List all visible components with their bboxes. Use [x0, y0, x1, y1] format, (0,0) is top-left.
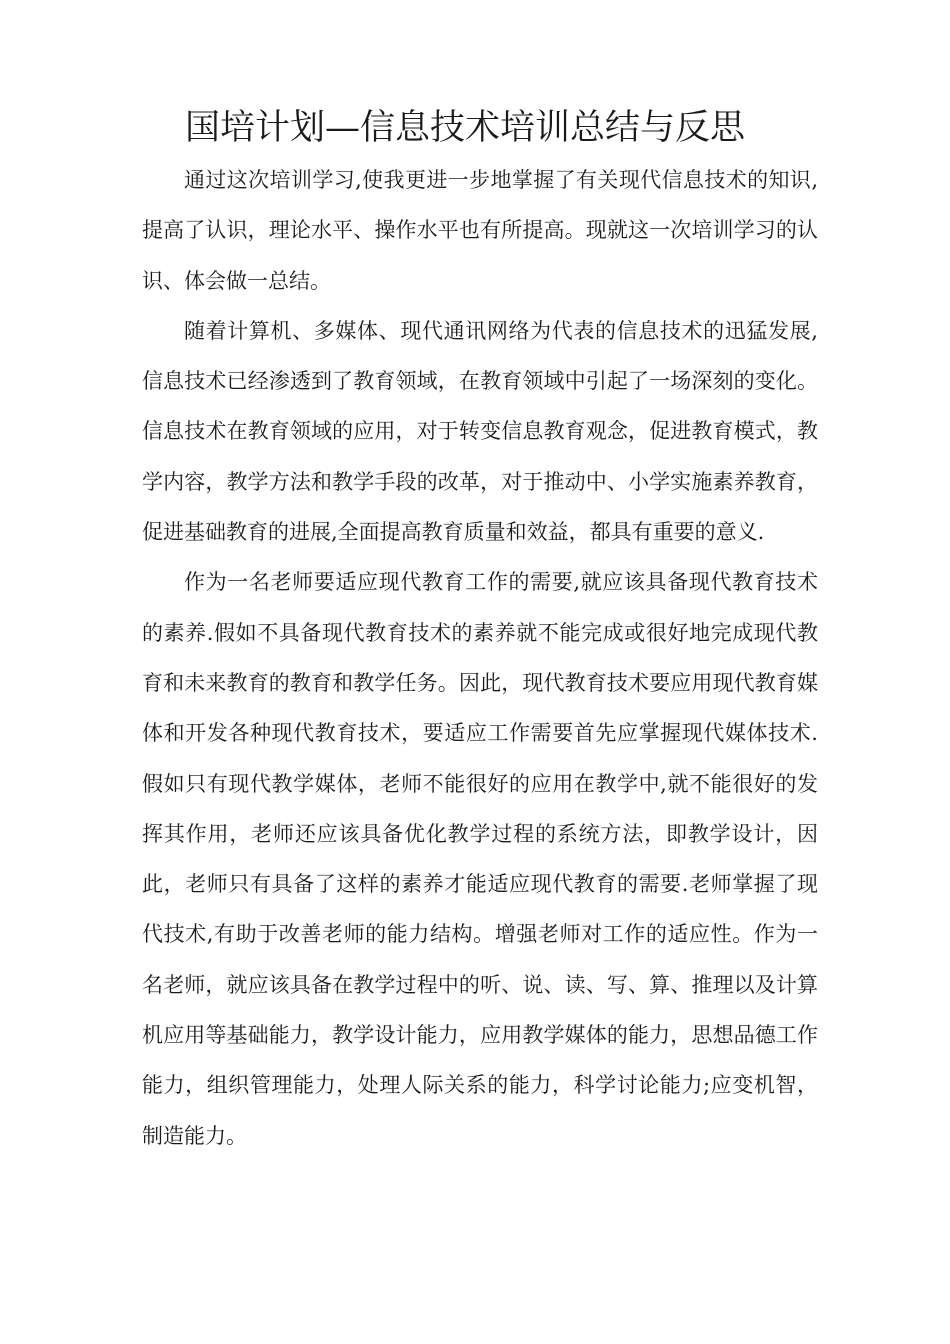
document-body — [142, 155, 818, 1161]
paragraph-3: 作为一名老师要适应现代教育工作的需要,就应该具备现代教育技术的素养.假如不具备现代教育技术的素养就不能完成或很好地完成现代教育和未来教育的教育和教学任务。因此，现代教育技术要应用现代教育媒体和开发各种现代教育技术，要适应工作需要首先应掌握现代媒体技术.假如只有现代教学媒体，老师不能很好的应用在教学中,就不能很好的发挥其作用，老师还应该具备优化教学过程的系统方法，即教学设计，因此，老师只有具备了这样的素养才能适应现代教育的需要.老师掌握了现代技术,有助于改善老师的能力结构。增强老师对工作的适应性。作为一名老师，就应该具备在教学过程中的听、说、读、写、算、推理以及计算机应用等基础能力，教学设计能力，应用教学媒体的能力，思想品德工作能力，组织管理能力，处理人际关系的能力，科学讨论能力;应变机智，制造能力。 — [142, 570, 818, 1148]
paragraph-1: 通过这次培训学习,使我更进一步地掌握了有关现代信息技术的知识,提高了认识，理论水平、操作水平也有所提高。现就这一次培训学习的认识、体会做一总结。 — [142, 168, 818, 293]
paragraph-2: 随着计算机、多媒体、现代通讯网络为代表的信息技术的迅猛发展,信息技术已经渗透到了教育领域，在教育领域中引起了一场深刻的变化。信息技术在教育领域的应用，对于转变信息教育观念，促进教育模式，教学内容，教学方法和教学手段的改革，对于推动中、小学实施素养教育，促进基础教育的进展,全面提高教育质量和效益，都具有重要的意义. — [142, 318, 818, 545]
document-title: 国培计划—信息技术培训总结与反思 — [184, 108, 745, 148]
